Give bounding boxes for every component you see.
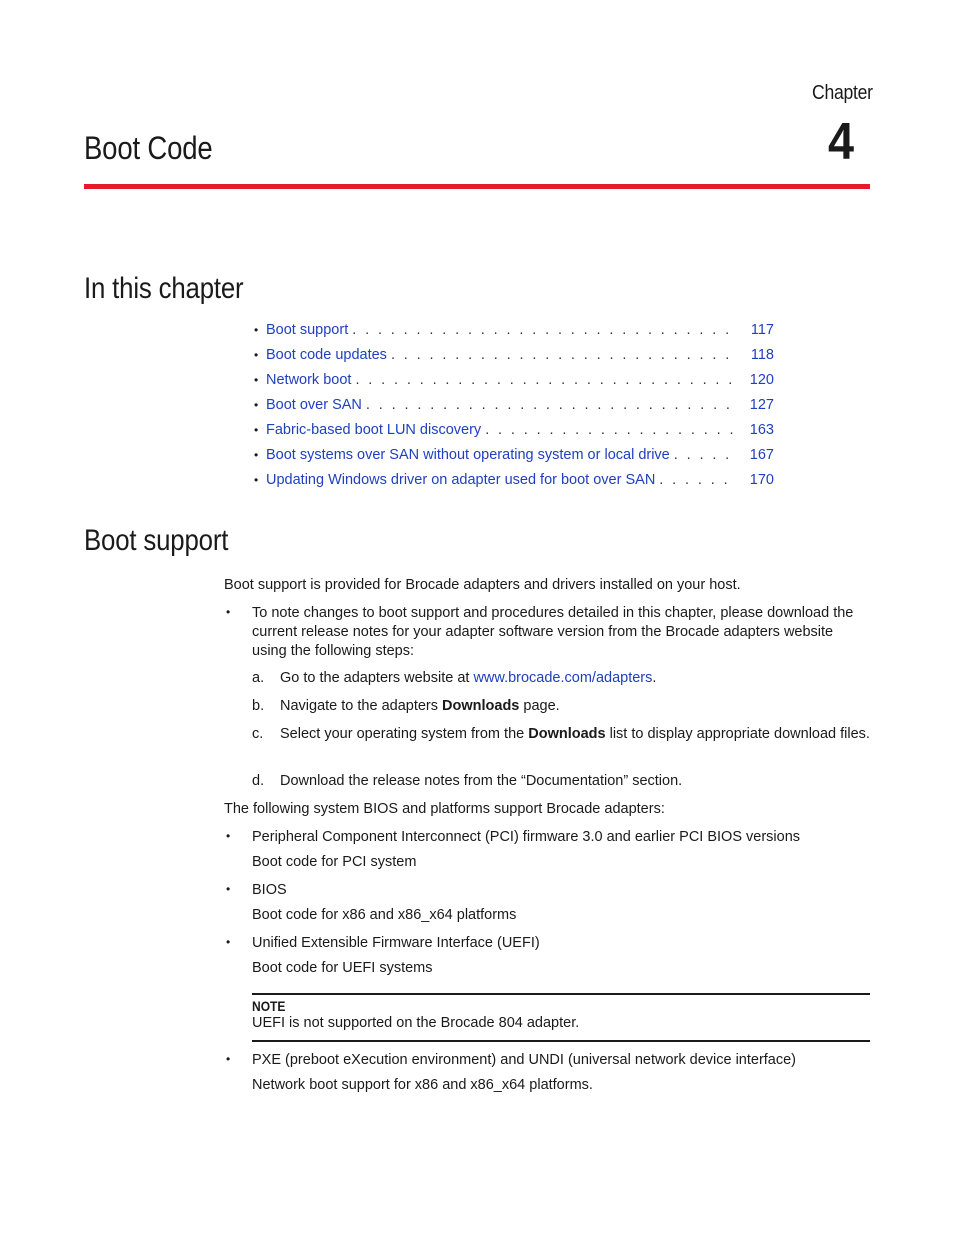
step-text-end: . [652,670,657,686]
adapters-website-link[interactable]: www.brocade.com/adapters [473,670,653,686]
toc-leader-dots [659,472,734,488]
toc-entry-boot-code-updates[interactable] [254,347,774,372]
toc-entry-boot-support[interactable] [254,322,774,347]
chapter-title: Boot Code [84,130,213,166]
toc-leader-dots [355,372,734,388]
toc-entry-boot-systems-over-san[interactable] [254,447,774,472]
platform-title: Unified Extensible Firmware Interface (UEFI) [252,935,540,951]
toc-leader-dots [391,347,734,363]
step-marker: b. [252,698,265,714]
downloads-term: Downloads [442,698,520,714]
step-marker: a. [252,670,265,686]
toc-heading: In this chapter [84,272,244,305]
release-notes-bullet: To note changes to boot support and procedures detailed in this chapter, please download the current release notes for your adapter software version from the Brocade adapters website using the following steps: [252,605,854,659]
bullet-icon: • [254,398,259,412]
toc-link[interactable]: Updating Windows driver on adapter used for boot over SAN [266,472,656,488]
toc-page-number[interactable]: 167 [749,447,774,463]
platform-description: Boot code for UEFI systems [252,960,433,976]
bullet-icon: • [226,935,231,949]
toc-page-number[interactable]: 170 [749,472,774,488]
toc-entry-updating-windows-driver[interactable] [254,472,774,497]
step-text: Go to the adapters website at [280,670,474,686]
step-text: Select your operating system from the [280,726,529,742]
bullet-icon: • [254,348,259,362]
step-text: Navigate to the adapters [280,698,443,714]
step-d: Download the release notes from the “Documentation” section. [280,773,683,789]
toc-page-number[interactable]: 118 [750,347,774,363]
toc-page-number[interactable]: 163 [749,422,774,438]
chapter-label: Chapter [812,82,873,104]
step-marker: d. [252,773,265,789]
bullet-icon: • [254,423,259,437]
bullet-icon: • [254,373,259,387]
downloads-term: Downloads [528,726,606,742]
bullet-icon: • [254,473,259,487]
toc-link[interactable]: Boot over SAN [266,397,362,413]
step-a [280,669,870,688]
toc-link[interactable]: Boot support [266,322,349,338]
chapter-rule [84,184,870,189]
step-marker: c. [252,726,264,742]
toc-link[interactable]: Boot systems over SAN without operating system or local drive [266,447,670,463]
toc-leader-dots [485,422,734,438]
bullet-icon: • [226,882,231,896]
note-text: UEFI is not supported on the Brocade 804 adapter. [252,1015,580,1031]
intro-paragraph: Boot support is provided for Brocade adapters and drivers installed on your host. [224,577,741,593]
toc-page-number[interactable]: 127 [749,397,774,413]
toc-leader-dots [352,322,734,338]
bullet-icon: • [226,829,231,843]
note-label: NOTE [252,998,286,1014]
table-of-contents [254,322,774,497]
platform-description: Boot code for PCI system [252,854,417,870]
toc-leader-dots [366,397,734,413]
note-box [252,993,870,1042]
platform-title: Peripheral Component Interconnect (PCI) firmware 3.0 and earlier PCI BIOS versions [252,829,801,845]
platform-title: PXE (preboot eXecution environment) and UNDI (universal network device interface) [252,1052,797,1068]
bullet-icon: • [226,605,231,619]
step-text-end: list to display appropriate download files. [605,726,870,742]
step-text-end: page. [519,698,560,714]
toc-link[interactable]: Boot code updates [266,347,387,363]
bullet-icon: • [254,323,259,337]
toc-link[interactable]: Fabric-based boot LUN discovery [266,422,482,438]
step-b [280,697,870,716]
platform-title: BIOS [252,882,287,898]
platform-description: Boot code for x86 and x86_x64 platforms [252,907,517,923]
toc-entry-fabric-based-boot-lun-discovery[interactable] [254,422,774,447]
toc-page-number[interactable]: 117 [750,322,774,338]
chapter-number: 4 [828,113,855,171]
step-c [280,725,870,744]
section-heading: Boot support [84,524,229,557]
bullet-icon: • [226,1052,231,1066]
platforms-intro: The following system BIOS and platforms support Brocade adapters: [224,801,665,817]
platform-description: Network boot support for x86 and x86_x64 platforms. [252,1077,593,1093]
toc-link[interactable]: Network boot [266,372,352,388]
toc-entry-network-boot[interactable] [254,372,774,397]
bullet-icon: • [254,448,259,462]
toc-page-number[interactable]: 120 [749,372,774,388]
toc-entry-boot-over-san[interactable] [254,397,774,422]
toc-leader-dots [674,447,734,463]
